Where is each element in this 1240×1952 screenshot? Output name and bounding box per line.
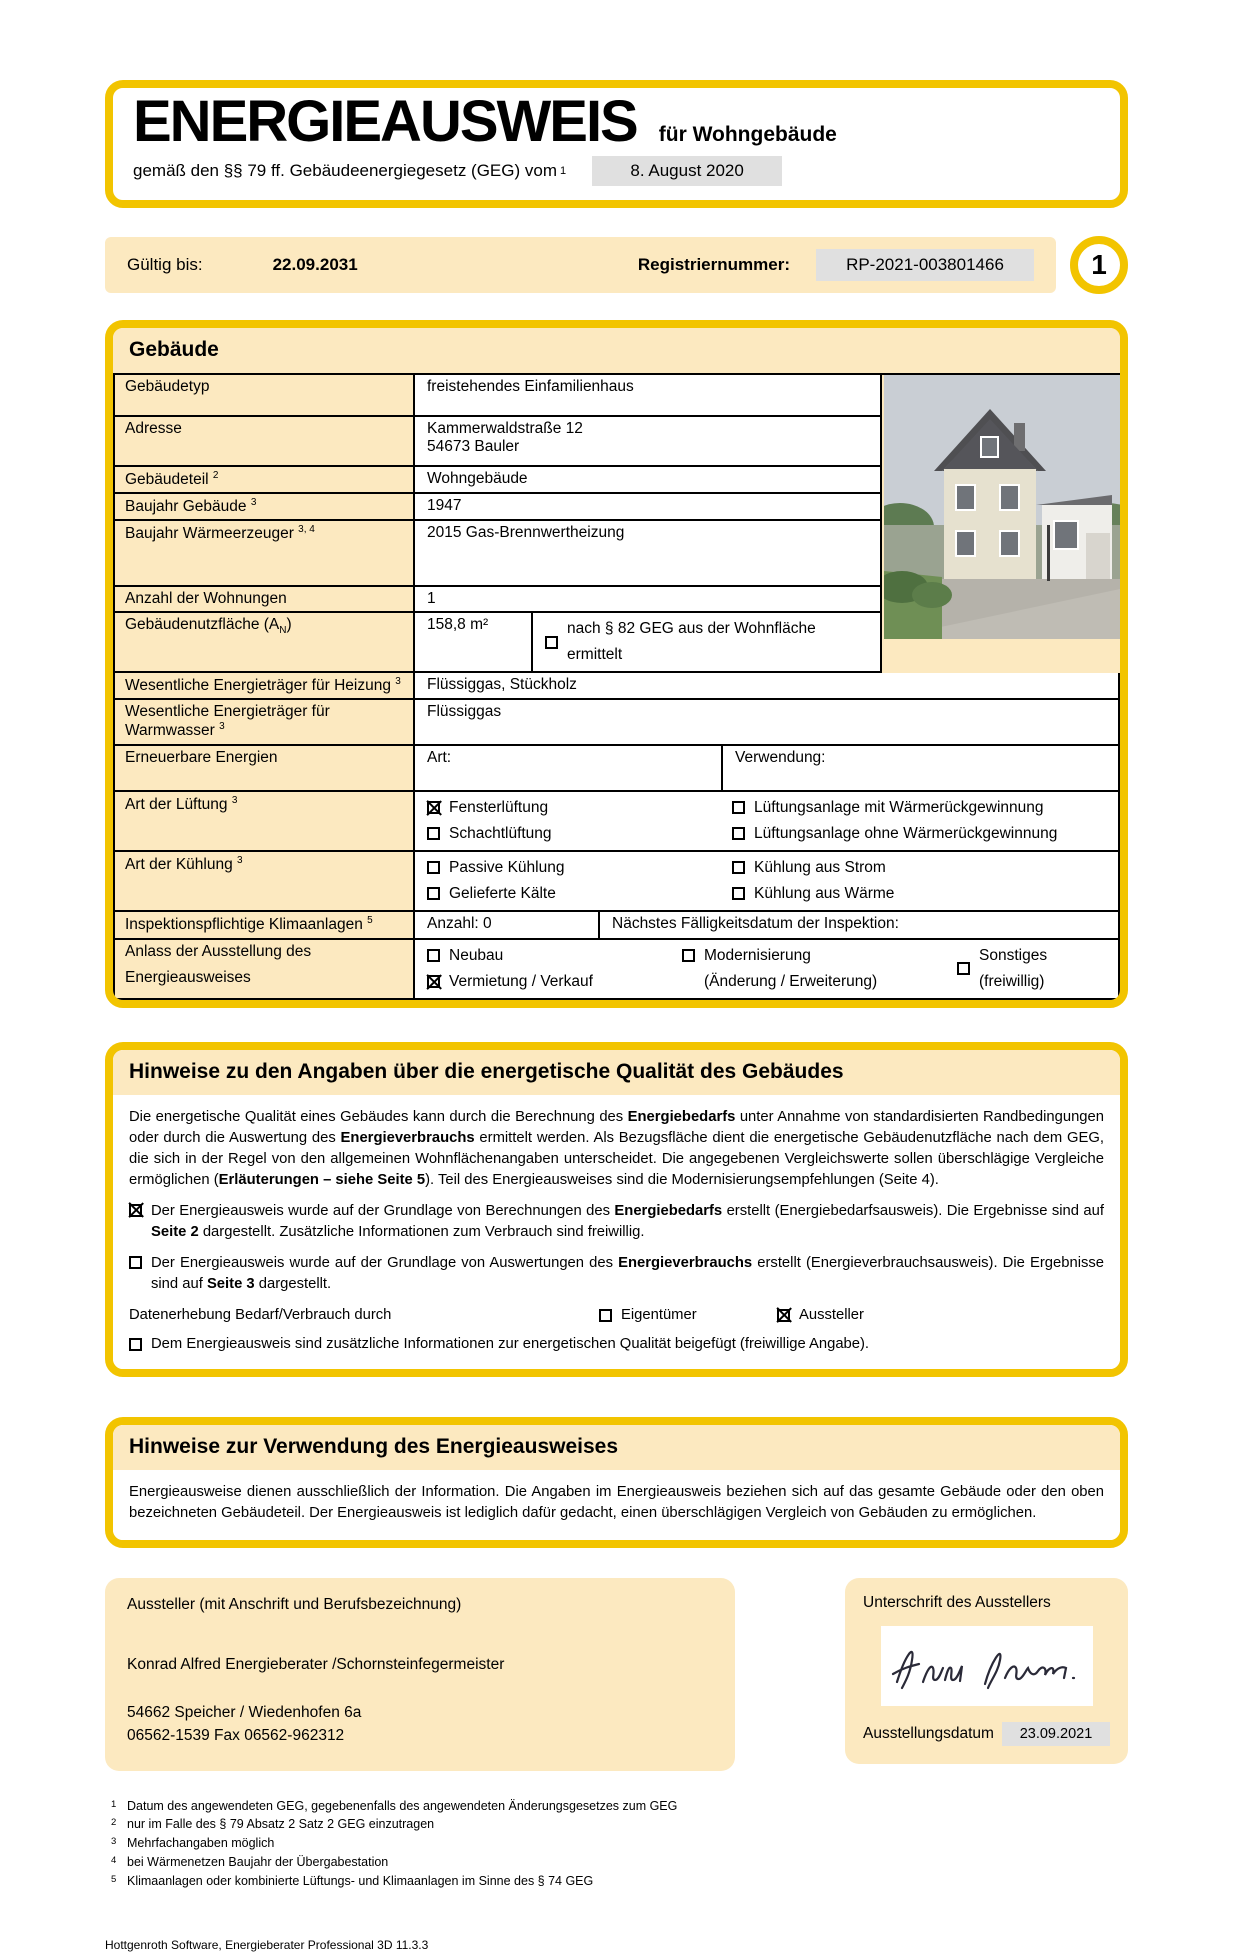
issuer-name: Konrad Alfred Energieberater /Schornsteinfegermeister [127,1655,505,1673]
checkbox-label: Vermietung / Verkauf [449,972,593,990]
building-part-label: Gebäudeteil $^2$ [115,467,415,492]
cooling-option-checkbox[interactable] [427,887,440,900]
building-section [105,320,1128,1008]
aircon-count: Anzahl: 0 [415,912,600,938]
registration-number-field: RP-2021-003801466 [816,249,1034,281]
checkbox-label: Passive Kühlung [449,858,565,876]
apartments-label: Anzahl der Wohnungen [115,587,415,611]
checkbox-label: Lüftungsanlage mit Wärmerückgewinnung [754,798,1044,816]
table-row [115,521,882,587]
area-option-checkbox[interactable] [545,636,558,649]
ventilation-label: Art der Lüftung $^3$ [115,792,415,850]
table-row [115,700,1120,745]
usage-section-title: Hinweise zur Verwendung des Energieausweises [113,1425,1120,1470]
consumption-statement-checkbox[interactable] [129,1256,142,1269]
footnote: 5 Klimaanlagen oder kombinierte Lüftungs- und Klimaanlagen im Sinne des § 74 GEG [111,1873,594,1888]
table-row [115,746,1120,792]
cooling-option-checkbox[interactable] [732,861,745,874]
registration-label: Registriernummer: [637,254,790,274]
table-row [115,792,1120,852]
extra-info-checkbox[interactable] [129,1338,142,1351]
checkbox-label: Gelieferte Kälte [449,884,556,902]
building-type-value: freistehendes Einfamilienhaus [415,375,882,415]
quality-section [105,1042,1128,1377]
footnote: 3 Mehrfachangaben möglich [111,1836,275,1851]
demand-statement [129,1201,1104,1243]
page-number-badge: 1 [1070,236,1128,294]
area-option [533,613,880,671]
address-label: Adresse [115,417,415,465]
software-footer: Hottgenroth Software, Energieberater Professional 3D 11.3.3 [105,1938,429,1952]
table-row [115,613,882,673]
reason-option-checkbox[interactable] [682,949,695,962]
table-row [115,852,1120,912]
building-table [113,373,1120,1000]
aircon-due-label: Nächstes Fälligkeitsdatum der Inspektion: [612,914,899,932]
reason-option-checkbox[interactable] [427,949,440,962]
ventilation-option-checkbox[interactable] [427,827,440,840]
extra-info-row [129,1334,1104,1355]
checkbox-label: Schachtlüftung [449,824,552,842]
building-section-title: Gebäude [113,328,1120,373]
year-heater-label: Baujahr Wärmeerzeuger $^{3, 4}$ [115,521,415,585]
law-footnote-marker: 1 [560,164,567,177]
ventilation-option-checkbox[interactable] [732,827,745,840]
checkbox-label: Kühlung aus Strom [754,858,886,876]
issuer-box [105,1578,735,1771]
checkbox-label: Lüftungsanlage ohne Wärmerückgewinnung [754,824,1058,842]
usage-section [105,1417,1128,1548]
reason-label: Anlass der Ausstellung des Energieausweises [115,940,415,998]
year-built-label: Baujahr Gebäude $^3$ [115,494,415,519]
ventilation-option-checkbox[interactable] [732,801,745,814]
bottom-row [105,1578,1128,1771]
issuer-phone: 06562-1539 Fax 06562-962312 [127,1726,345,1744]
checkbox-label: Aussteller [799,1306,864,1323]
law-line: gemäß den §§ 79 ff. Gebäudeenergiegesetz (GEG) vom [133,160,557,180]
table-row [115,417,882,467]
checkbox-label: Neubau [449,946,504,964]
table-row [115,375,882,417]
renewables-value-cell [415,746,1120,790]
extra-info-label: Dem Energieausweis sind zusätzliche Informationen zur energetischen Qualität beigefügt (freiwillige Angabe). [151,1335,870,1352]
reason-subnote: (Änderung / Erweiterung) [704,972,878,990]
demand-statement-text: Der Energieausweis wurde auf der Grundlage von Berechnungen des Energiebedarfs erstellt (Energiebedarfsausweis). Die Ergebnisse sind auf Seite 2 dargestellt. Zusätzliche Informationen zum Verbrauch sind freiwillig. [151,1202,1104,1240]
footnote: 1 Datum des angewendeten GEG, gegebenenfalls des angewendeten Änderungsgesetzes zum GEG [111,1798,678,1813]
area-label: Gebäudenutzfläche $(A_N)$ [115,613,415,671]
building-photo [884,375,1120,639]
table-row [115,673,1120,700]
owner-checkbox[interactable] [599,1309,612,1322]
footnote: 4 bei Wärmenetzen Baujahr der Übergabestation [111,1854,389,1869]
valid-until-label: Gültig bis: [127,254,203,274]
reason-option-checkbox[interactable] [957,962,970,975]
document-title: ENERGIEAUSWEIS [133,89,637,154]
year-built-value: 1947 [415,494,882,519]
aircon-label: Inspektionspflichtige Klimaanlagen $^5$ [115,912,415,938]
validity-row [105,236,1128,294]
house-photo-illustration [884,375,1120,639]
table-row [115,940,1120,1000]
aircon-value-cell [415,912,1120,938]
header-box [105,80,1128,208]
checkbox-label: Kühlung aus Wärme [754,884,895,902]
area-value: 158,8 m² [415,613,533,671]
issue-date-field: 23.09.2021 [1002,1722,1110,1746]
table-row [115,912,1120,940]
data-collection-label: Datenerhebung Bedarf/Verbrauch durch [129,1306,392,1323]
renewables-art-label: Art: [415,746,723,790]
cooling-option-checkbox[interactable] [427,861,440,874]
table-row [115,587,882,613]
document-subtitle: für Wohngebäude [658,123,837,146]
building-part-value: Wohngebäude [415,467,882,492]
heating-carrier-value: Flüssiggas, Stückholz [415,673,1120,698]
water-carrier-label: Wesentliche Energieträger für Warmwasser $^3$ [115,700,415,743]
usage-section-body [113,1470,1120,1540]
ventilation-options [415,792,1120,850]
reason-options [415,940,1120,998]
renewables-label: Erneuerbare Energien [115,746,415,790]
renewables-usage-label: Verwendung: [735,748,826,766]
signature-box [845,1578,1128,1764]
data-collection-row [129,1305,1104,1326]
quality-section-title: Hinweise zu den Angaben über die energetische Qualität des Gebäudes [113,1050,1120,1095]
footnotes [105,1797,1128,1891]
address-line2: 54673 Bauler [427,437,520,455]
checkbox-label: Modernisierung [704,946,811,964]
checkbox-label: Sonstiges (freiwillig) [979,946,1048,990]
issue-date-label: Ausstellungsdatum [863,1724,994,1742]
cooling-option-checkbox[interactable] [732,887,745,900]
address-value [415,417,882,465]
issuer-checkbox[interactable] [777,1309,790,1322]
reason-option-checkbox[interactable] [427,975,440,988]
water-carrier-value: Flüssiggas [415,700,1120,743]
issuer-address: 54662 Speicher / Wiedenhofen 6a [127,1703,362,1721]
building-type-label: Gebäudetyp [115,375,415,415]
signature-title: Unterschrift des Ausstellers [863,1593,1051,1611]
area-value-cell [415,613,882,671]
footnote: 2 nur im Falle des § 79 Absatz 2 Satz 2 GEG einzutragen [111,1817,435,1832]
valid-until-value: 22.09.2031 [272,254,358,274]
validity-bar [105,237,1056,293]
consumption-statement [129,1253,1104,1295]
document-page [105,0,1128,1952]
demand-statement-checkbox[interactable] [129,1204,142,1217]
checkbox-label: Fensterlüftung [449,798,549,816]
law-date-field: 8. August 2020 [592,156,782,186]
table-row [115,467,882,494]
ventilation-option-checkbox[interactable] [427,801,440,814]
cooling-label: Art der Kühlung $^3$ [115,852,415,910]
checkbox-label: Eigentümer [621,1306,697,1323]
heating-carrier-label: Wesentliche Energieträger für Heizung $^3$ [115,673,415,698]
consumption-statement-text: Der Energieausweis wurde auf der Grundlage von Auswertungen des Energieverbrauchs erstellt (Energieverbrauchsausweis). Die Ergebnisse sind auf Seite 3 dargestellt. [151,1254,1105,1292]
cooling-options [415,852,1120,910]
year-heater-value: 2015 Gas-Brennwertheizung [415,521,882,585]
area-option-label: nach § 82 GEG aus der Wohnfläche ermittelt [567,620,816,664]
address-line1: Kammerwaldstraße 12 [427,419,583,437]
usage-paragraph: Energieausweise dienen ausschließlich der Information. Die Angaben im Energieausweis beziehen sich auf das gesamte Gebäude oder den oben bezeichneten Gebäudeteil. Der Energieausweis ist lediglich dafür gedacht, einen überschlägigen Vergleich von Gebäuden zu ermöglichen. [129,1483,1104,1521]
quality-intro-paragraph: Die energetische Qualität eines Gebäudes kann durch die Berechnung des Energiebedarfs unter Annahme von standardisierten Randbedingungen oder durch die Auswertung des Energieverbrauchs ermittelt werden. Als Bezugsfläche dient die energetische Gebäudenutzfläche nach dem GEG, die sich in der Regel von den allgemeinen Wohnflächenangaben unterscheidet. Die angegebenen Vergleichswerte sollen überschlägige Vergleiche ermöglichen (Erläuterungen – siehe Seite 5). Teil des Energieausweises sind die Modernisierungsempfehlungen (Seite 4). [129,1108,1104,1188]
signature-image [881,1626,1093,1706]
apartments-value: 1 [415,587,882,611]
issuer-title: Aussteller (mit Anschrift und Berufsbezeichnung) [127,1595,462,1613]
issue-date-row [863,1722,1110,1746]
table-row [115,494,882,521]
quality-section-body [113,1095,1120,1369]
